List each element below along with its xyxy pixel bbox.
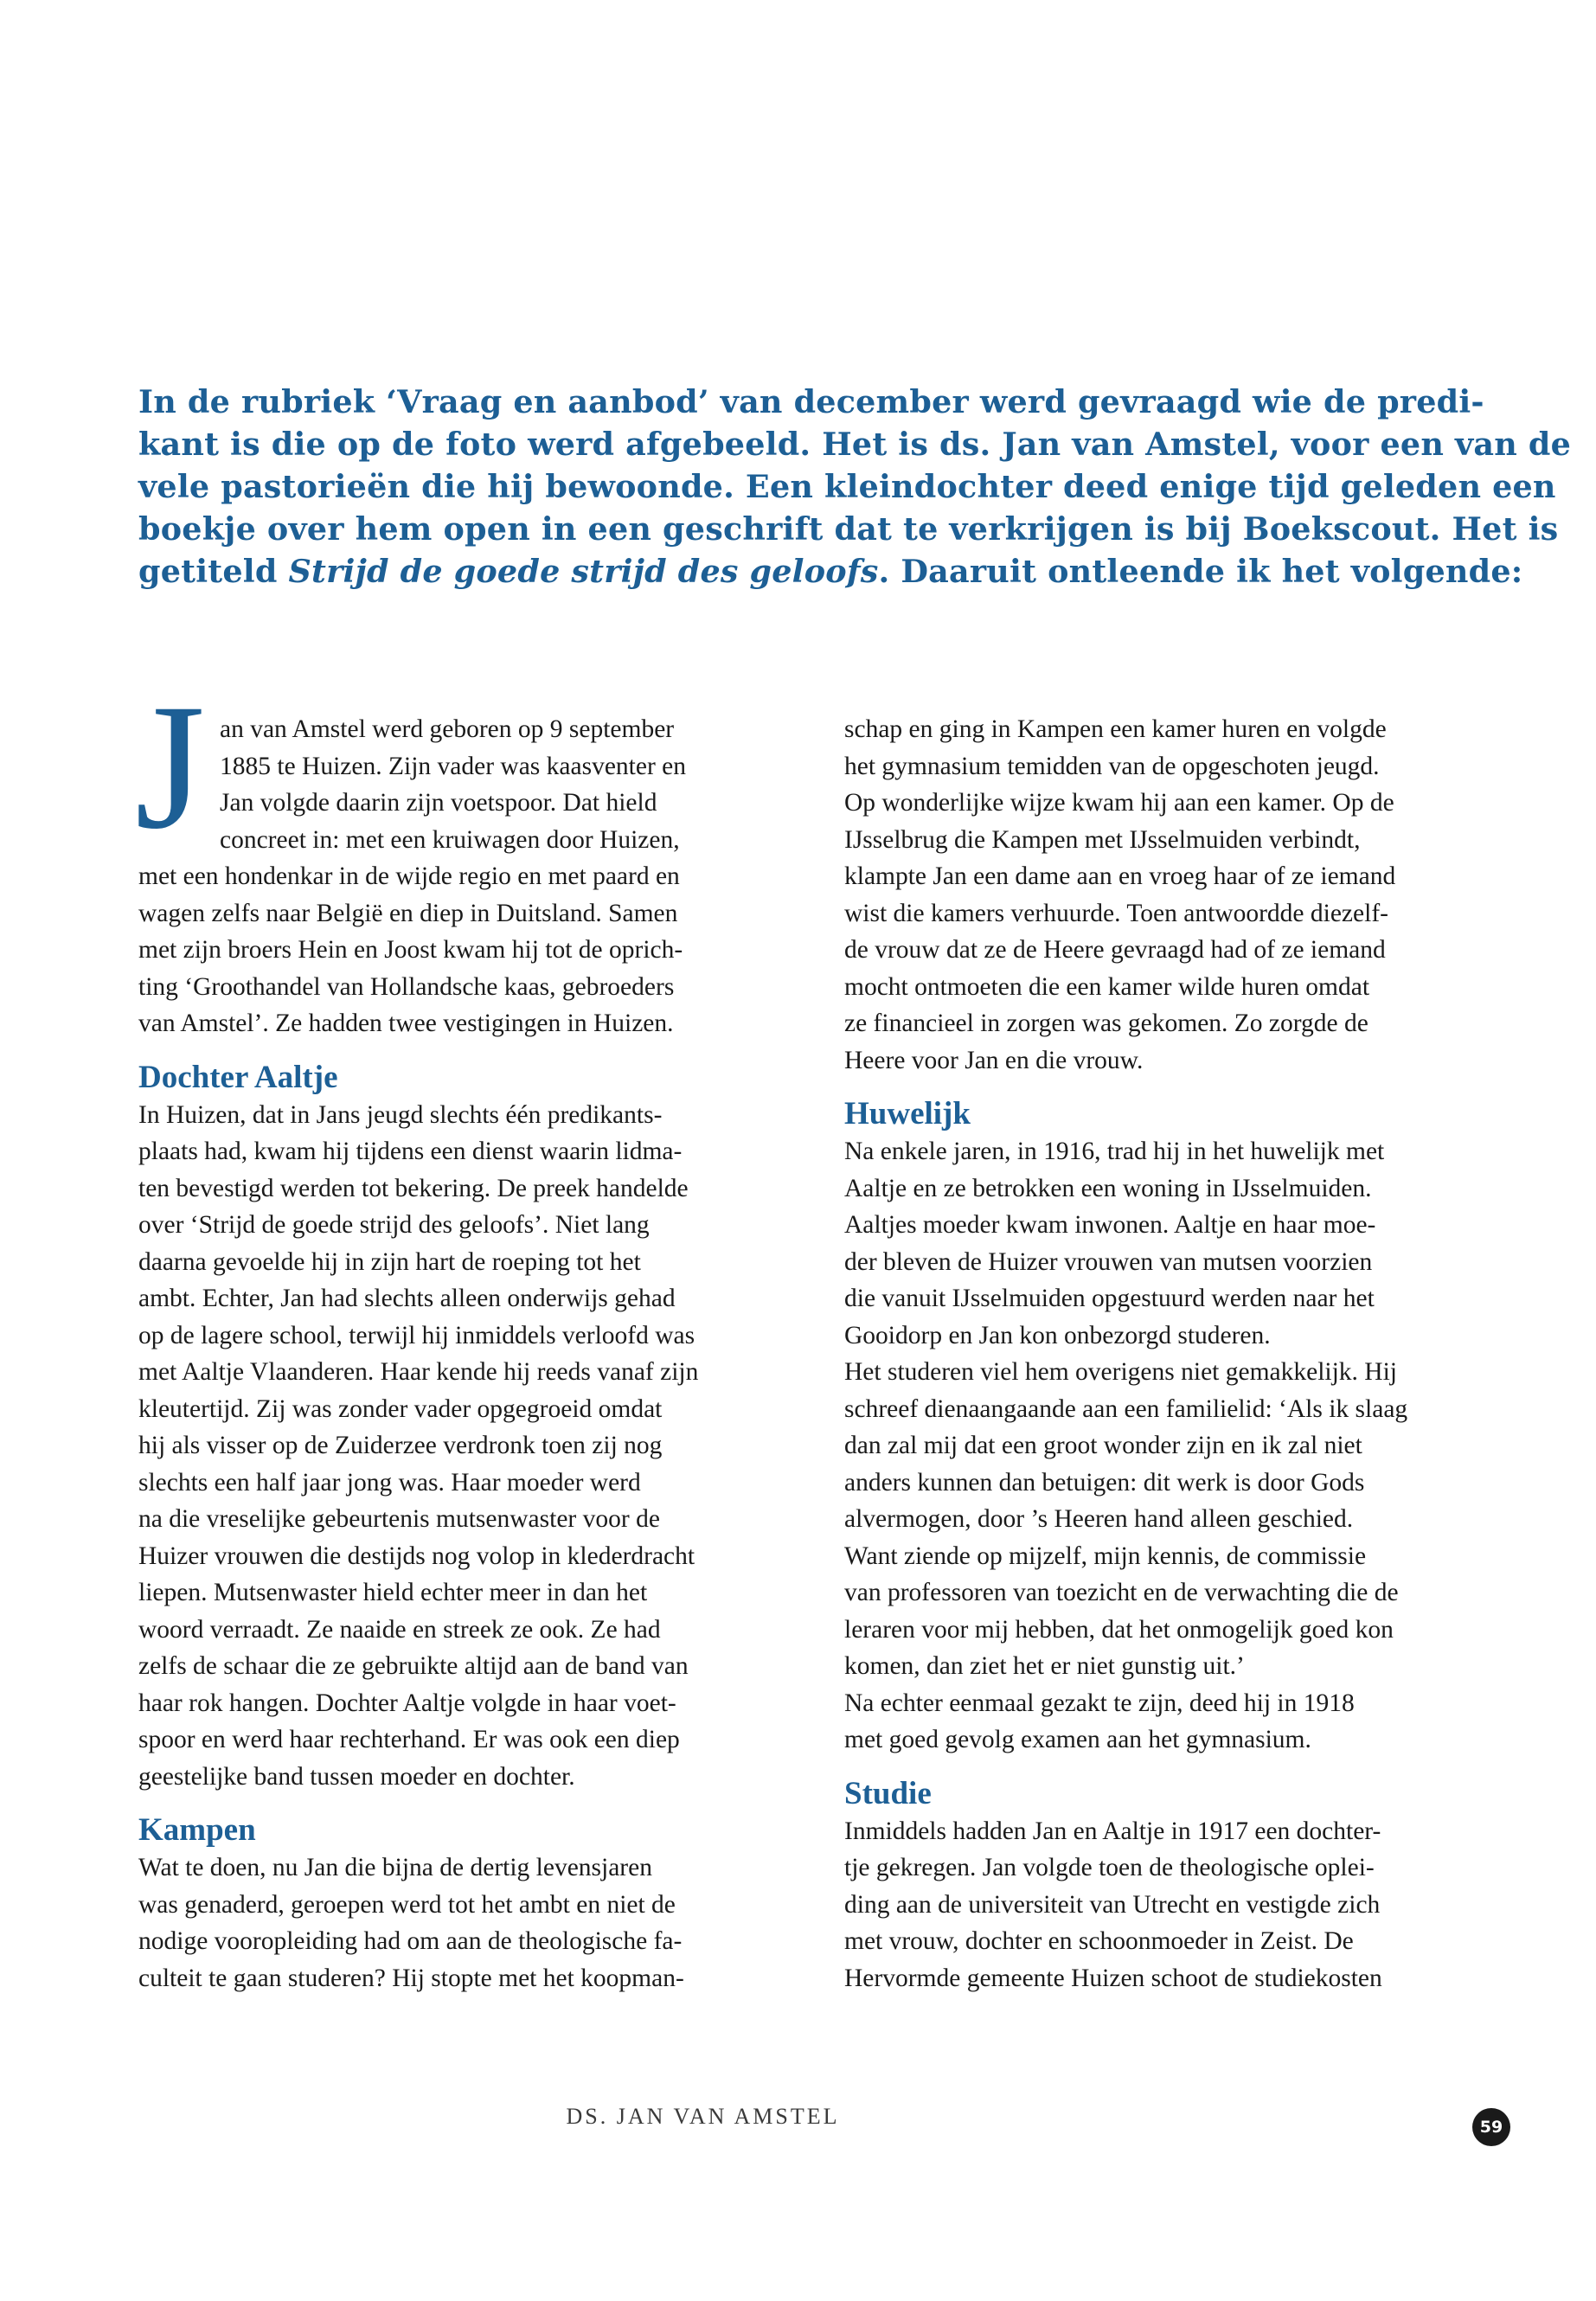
text-line: met Aaltje Vlaanderen. Haar kende hij reeds vanaf zijn [138,1358,699,1386]
intro-line: boekje over hem open in een geschrift dat te verkrijgen is bij Boekscout. Het is [138,510,1559,548]
text-line: In Huizen, dat in Jans jeugd slechts één predikants- [138,1100,663,1129]
text-line: mocht ontmoeten die een kamer wilde huren omdat [844,972,1370,1001]
text-line: plaats had, kwam hij tijdens een dienst waarin lidma- [138,1138,683,1165]
text-line: ten bevestigd werden tot bekering. De preek handelde [138,1174,689,1202]
text-line: concreet in: met een kruiwagen door Huizen, [220,825,680,854]
text-line: na die vreselijke gebeurtenis mutsenwaster voor de [138,1505,660,1533]
text-line: schreef dienaangaande aan een familielid: ‘Als ik slaag [844,1394,1408,1423]
running-footer [0,2104,1596,2130]
text-line: ambt. Echter, Jan had slechts alleen onderwijs gehad [138,1285,676,1312]
text-line: 1885 te Huizen. Zijn vader was kaasventer en [220,752,686,780]
text-line: wagen zelfs naar België en diep in Duitsland. Samen [138,899,678,927]
text-line: wist die kamers verhuurde. Toen antwoordde diezelf- [844,899,1388,927]
text-line: was genaderd, geroepen werd tot het ambt en niet de [138,1890,676,1919]
text-line: Jan volgde daarin zijn voetspoor. Dat hield [220,789,657,817]
text-line: daarna gevoelde hij in zijn hart de roeping tot het [138,1247,641,1276]
text-line: anders kunnen dan betuigen: dit werk is door Gods [844,1468,1365,1497]
text-line: haar rok hangen. Dochter Aaltje volgde in haar voet- [138,1689,676,1717]
text-line: alvermogen, door ’s Heeren hand alleen geschied. [844,1505,1354,1533]
text-line: Op wonderlijke wijze kwam hij aan een kamer. Op de [844,789,1394,817]
text-line: met een hondenkar in de wijde regio en met paard en [138,862,680,890]
page-number: 59 [1472,2108,1510,2146]
intro-line: In de rubriek ‘Vraag en aanbod’ van december werd gevraagd wie de predi- [138,383,1484,420]
text-line: nodige vooropleiding had om aan de theologische fa- [138,1927,683,1955]
text-line: klampte Jan een dame aan en vroeg haar of ze iemand [844,862,1396,890]
text-line: leraren voor mij hebben, dat het onmogelijk goed kon [844,1615,1394,1644]
intro-line: kant is die op de foto werd afgebeeld. Het is ds. Jan van Amstel, voor een van de [138,426,1572,463]
text-line: tje gekregen. Jan volgde toen de theologische oplei- [844,1854,1375,1881]
text-line: der bleven de Huizer vrouwen van mutsen voorzien [844,1247,1373,1276]
text-line: slechts een half jaar jong was. Haar moeder werd [138,1468,641,1497]
section-heading: Studie [844,1775,932,1811]
text-line: op de lagere school, terwijl hij inmiddels verloofd was [138,1321,695,1349]
text-line: ze financieel in zorgen was gekomen. Zo zorgde de [844,1009,1368,1037]
text-line: met goed gevolg examen aan het gymnasium. [844,1726,1311,1753]
left-column [138,711,830,1997]
text-line: Gooidorp en Jan kon onbezorgd studeren. [844,1321,1271,1349]
text-line: komen, dan ziet het er niet gunstig uit.’ [844,1652,1245,1680]
text-line: geestelijke band tussen moeder en dochter. [138,1762,575,1791]
intro-text: . Daaruit ontleende ik het volgende: [878,553,1523,590]
text-line: Heere voor Jan en die vrouw. [844,1046,1144,1074]
text-line: liepen. Mutsenwaster hield echter meer in dan het [138,1579,648,1606]
text-line: hij als visser op de Zuiderzee verdronk toen zij nog [138,1432,663,1459]
text-line: woord verraadt. Ze naaide en streek ze ook. Ze had [138,1615,661,1644]
text-line: met vrouw, dochter en schoonmoeder in Zeist. De [844,1927,1354,1955]
text-line: IJsselbrug die Kampen met IJsselmuiden verbindt, [844,825,1361,854]
intro-line: vele pastorieën die hij bewoonde. Een kleindochter deed enige tijd geleden een [138,468,1556,505]
text-line: ding aan de universiteit van Utrecht en vestigde zich [844,1890,1381,1919]
section-heading: Dochter Aaltje [138,1059,338,1095]
text-line: Huizer vrouwen die destijds nog volop in klederdracht [138,1541,695,1570]
text-line: dan zal mij dat een groot wonder zijn en ik zal niet [844,1432,1362,1459]
text-line: Na echter eenmaal gezakt te zijn, deed hij in 1918 [844,1689,1355,1717]
text-line: van Amstel’. Ze hadden twee vestigingen in Huizen. [138,1009,674,1037]
section-heading: Kampen [138,1812,256,1848]
text-line: Aaltjes moeder kwam inwonen. Aaltje en haar moe- [844,1211,1376,1239]
text-line: culteit te gaan studeren? Hij stopte met het koopman- [138,1964,684,1992]
text-line: Aaltje en ze betrokken een woning in IJsselmuiden. [844,1174,1372,1202]
book-title: Strijd de goede strijd des geloofs [288,553,879,590]
text-line: an van Amstel werd geboren op 9 september [220,715,675,743]
drop-cap: J [135,667,205,866]
text-line: die vanuit IJsselmuiden opgestuurd werden naar het [844,1285,1375,1312]
text-line: schap en ging in Kampen een kamer huren en volgde [844,715,1387,743]
text-line: Want ziende op mijzelf, mijn kennis, de commissie [844,1541,1367,1570]
section-heading: Huwelijk [844,1096,971,1131]
text-line: spoor en werd haar rechterhand. Er was ook een diep [138,1726,680,1753]
text-line: over ‘Strijd de goede strijd des geloofs’. Niet lang [138,1211,650,1239]
text-line: Wat te doen, nu Jan die bijna de dertig levensjaren [138,1854,652,1881]
text-line: zelfs de schaar die ze gebruikte altijd aan de band van [138,1652,689,1680]
text-line: Na enkele jaren, in 1916, trad hij in het huwelijk met [844,1138,1385,1165]
text-line: Het studeren viel hem overigens niet gemakkelijk. Hij [844,1358,1397,1386]
text-line: Inmiddels hadden Jan en Aaltje in 1917 een dochter- [844,1817,1381,1845]
intro-paragraph [138,381,1572,593]
text-line: Hervormde gemeente Huizen schoot de studiekosten [844,1964,1382,1992]
text-line: kleutertijd. Zij was zonder vader opgegroeid omdat [138,1394,663,1423]
text-line: met zijn broers Hein en Joost kwam hij tot de oprich- [138,936,683,964]
text-line: de vrouw dat ze de Heere gevraagd had of ze iemand [844,936,1386,964]
text-line: het gymnasium temidden van de opgeschoten jeugd. [844,752,1380,780]
running-title: DS. JAN VAN AMSTEL [566,2104,840,2129]
intro-line-last [138,550,1523,593]
text-line: van professoren van toezicht en de verwachting die de [844,1579,1399,1606]
right-column [844,711,1536,1997]
text-line: ting ‘Groothandel van Hollandsche kaas, gebroeders [138,972,675,1001]
intro-text: getiteld [138,553,289,590]
